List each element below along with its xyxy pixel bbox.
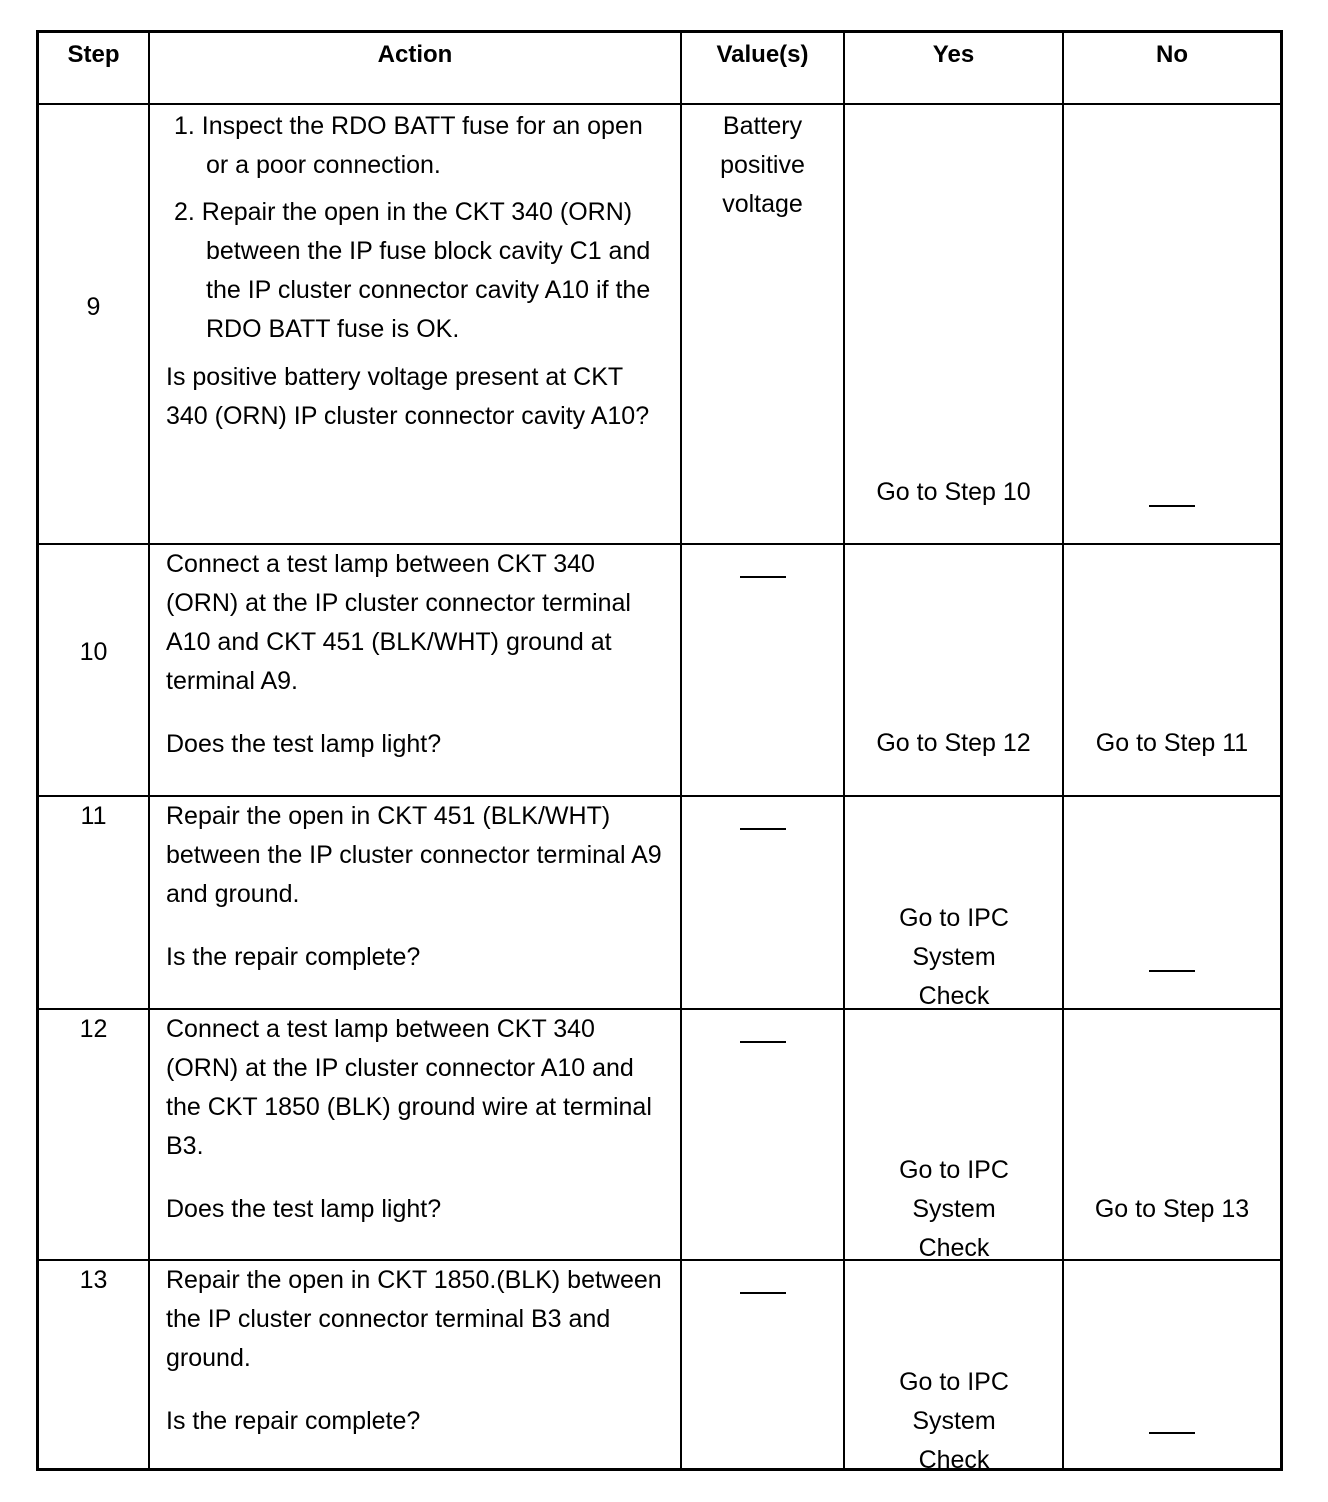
value-cell-dash [682, 828, 843, 830]
no-cell-dash [1064, 970, 1280, 972]
yes-cell: Go to IPC System Check [899, 1156, 1009, 1262]
action-question: Is the repair complete? [166, 943, 421, 971]
no-cell: Go to Step 11 [1095, 729, 1249, 757]
action-text: Connect a test lamp between CKT 340 (ORN) at the IP cluster connector A10 and the CKT 1850 (BLK) ground wire at terminal B3. [166, 1015, 652, 1160]
step-number: 10 [79, 638, 108, 666]
value-cell-dash [682, 1292, 843, 1294]
action-item: 2. Repair the open in the CKT 340 (ORN) between the IP fuse block cavity C1 and the IP cluster connector cavity A10 if the RDO BATT fuse is OK. [174, 198, 651, 343]
action-question: Does the test lamp light? [166, 730, 442, 758]
action-cell [166, 1010, 671, 1229]
value-cell: Battery positive voltage [720, 112, 805, 218]
header-yes: Yes [932, 41, 975, 68]
action-cell [166, 545, 671, 764]
header-no: No [1156, 41, 1188, 68]
action-text: Repair the open in CKT 451 (BLK/WHT) between the IP cluster connector terminal A9 and ground. [166, 802, 662, 908]
diagnostic-table [36, 30, 1283, 1474]
action-text: Repair the open in CKT 1850.(BLK) between the IP cluster connector terminal B3 and ground. [166, 1266, 662, 1372]
action-cell [166, 107, 666, 436]
no-cell: Go to Step 13 [1094, 1195, 1250, 1223]
value-cell-dash [682, 576, 843, 578]
no-cell-dash [1064, 1432, 1280, 1434]
value-cell-dash [682, 1041, 843, 1043]
yes-cell: Go to IPC System Check [899, 904, 1009, 1010]
row-divider [39, 103, 1280, 105]
yes-cell: Go to Step 12 [876, 729, 1031, 757]
action-text: Connect a test lamp between CKT 340 (ORN) at the IP cluster connector terminal A10 and CKT 451 (BLK/WHT) ground at terminal A9. [166, 550, 631, 695]
step-number: 13 [79, 1266, 108, 1294]
action-question: Does the test lamp light? [166, 1195, 442, 1223]
column-divider [680, 33, 682, 1468]
step-number: 9 [86, 293, 101, 321]
header-step: Step [67, 41, 120, 68]
action-item: 1. Inspect the RDO BATT fuse for an open or a poor connection. [174, 112, 643, 179]
header-values: Value(s) [716, 41, 809, 68]
header-action: Action [377, 41, 453, 68]
action-cell [166, 1261, 671, 1441]
yes-cell: Go to IPC System Check [899, 1368, 1009, 1474]
step-number: 12 [79, 1015, 108, 1043]
action-question: Is positive battery voltage present at CKT 340 (ORN) IP cluster connector cavity A10? [166, 363, 650, 430]
step-number: 11 [80, 802, 107, 830]
yes-cell: Go to Step 10 [876, 478, 1031, 506]
no-cell-dash [1064, 505, 1280, 507]
column-divider [148, 33, 150, 1468]
action-question: Is the repair complete? [166, 1407, 421, 1435]
action-cell [166, 797, 671, 977]
